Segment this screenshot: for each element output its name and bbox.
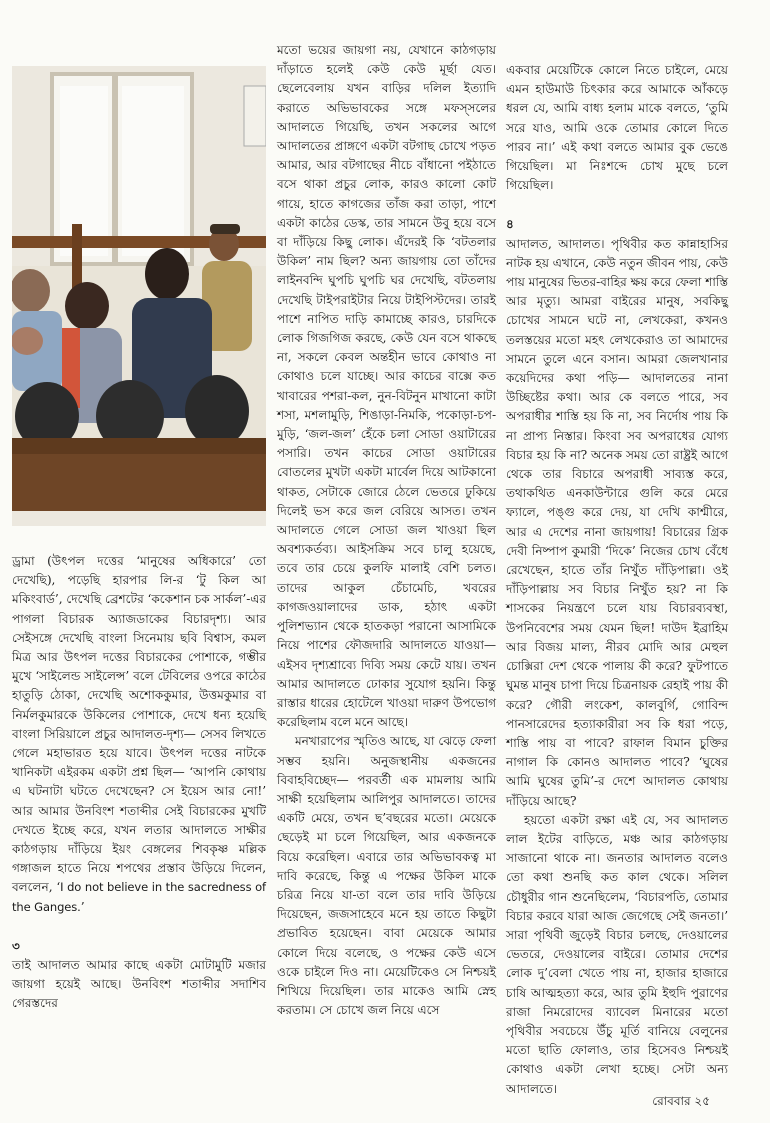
- paragraph: হয়তো একটা রক্ষা এই যে, সব আদালত লাল ইটের বাড়িতে, মঞ্চ আর কাঠগড়ায় সাজানো থাকে না। জনতার আদালত বলেও তো কথা শুনছি কত কাল থেকে। সলিল চৌধুরীর গান শুনেছিলেম, ‘বিচারপতি, তোমার বিচার করবে যারা আজ জেগেছে সেই জনতা।’ সারা পৃথিবী জুড়েই বিচার চলছে, দেওয়ালের ভেতরে, দেওয়ালের বাইরে। তোমার দেশের লোক দু’বেলা খেতে পায় না, হাজার হাজারে চাষি আত্মহত্যা করে, আর তুমি ইহুদি পুরাণের রাজা নিমরোদের ব্যাবেল মিনারের মতো পৃথিবীর সবচেয়ে উঁচু মূর্তি বানিয়ে বেলুনের মতো ছাতি ফোলাও, তার হিসেবও নিশ্চয়ই কোথাও একটা লেখা হচ্ছে। সেটা অন্য আদালতে।: [506, 812, 728, 1096]
- section-number: ৩: [12, 938, 20, 953]
- english-quote: I do not believe in the sacredness of the Ganges.: [12, 880, 266, 914]
- paragraph: তাই আদালত আমার কাছে একটা মোটামুটি মজার জায়গা হয়েই আছে। উনবিংশ শতাব্দীর সদাশিব গেরস্তদের: [12, 958, 266, 1011]
- courtroom-illustration: [12, 66, 266, 526]
- article-column-3: [506, 61, 728, 1099]
- courtroom-photo: [12, 66, 266, 526]
- article-column-1: [12, 552, 266, 1014]
- page-footer: রোববার ২৫: [652, 1094, 710, 1108]
- paragraph: ড্রামা (উৎপল দত্তের ‘মানুষের অধিকারে’ তো দেখেছি), পড়েছি হারপার লি-র ‘টু কিল আ মকিংবার্ড’, দেখেছি ব্রেশটের ‘ককেশান চক সার্কল’-এর পাগলা বিচারক অ্যাজডাকের বিচারদৃশ্য। আর সেইসঙ্গে দেখেছি বাংলা সিনেমায় ছবি বিশ্বাস, কমল মিত্র আর উৎপল দত্তের বিচারকের পোশাকে, গম্ভীর মুখে ‘সাইলেন্ড সাইলেন্স’ বলে টেবিলের ওপরে কাঠের হাতুড়ি ঠোকা, দেখেছি অশোককুমার, উত্তমকুমার বা নির্মলকুমারকে উকিলের পোশাকে, দেখে ধন্য হয়েছি বাংলা সিরিয়ালে প্রচুর আদালত-দৃশ্য— সেসব লিখতে গেলে মহাভারত হয়ে যাবে। উৎপল দত্তের নাটকে খানিকটা এইরকম একটা প্রশ্ন ছিল— ‘আপনি কোথায় এ ঘটনাটা ঘটতে দেখেছেন? সে ইয়েস আর নো!’ আর আমার উনবিংশ শতাব্দীর সেই বিচারকের মুখটি দেখতে ইচ্ছে করে, যখন লতার আদালতে সাক্ষীর কাঠগড়ায় দাঁড়িয়ে ইয়ং বেঙ্গলের শিবকৃষ্ণ মল্লিক গঙ্গাজল হাতে নিয়ে শপথের প্রস্তাব উড়িয়ে দিলেন, বললেন, ‘I do not believe in the sacredness of the Ganges.’: [12, 554, 266, 914]
- paragraph: মনখারাপের স্মৃতিও আছে, যা ঝেড়ে ফেলা সম্ভব হয়নি। অনুজস্থানীয় একজনের বিবাহবিচ্ছেদ— পরবর্তী এক মামলায় আমি সাক্ষী হয়েছিলাম আলিপুর আদালতে। তাদের একটি মেয়ে, তখন ছ’বছরের মতো। মেয়েকে ছেড়েই মা চলে গিয়েছিল, আর একজনকে বিয়ে করেছিল। এবারে তার অভিভাবকত্ব মা দাবি করেছে, কিন্তু এ পক্ষের উকিল মাকে চরিত্র নিয়ে যা-তা বলে তার দাবি উড়িয়ে দিয়েছেন, জজসাহেবে মনে হয় তাতে কিছুটা প্রভাবিত হয়েছেন। বাবা মেয়েকে আমার কোলে দিয়ে বলেছে, ও পক্ষের কেউ এসে ওকে চাইলে দিও না। মেয়েটিকেও সে নিশ্চয়ই শিখিয়ে দিয়েছিল। তার মাকেও আমি স্নেহ করতাম। সে চোখে জল নিয়ে এসে: [277, 734, 496, 1018]
- paragraph: মতো ভয়ের জায়গা নয়, যেখানে কাঠগড়ায় দাঁড়াতে হলেই কেউ কেউ মূর্ছা যেত। ছেলেবেলায় যখন বাড়ির দলিল ইত্যাদি করাতে অভিভাবকের সঙ্গে মফস্সলের আদালতে গিয়েছি, তখন সকলের আগে আদালতের প্রাঙ্গণে একটা বটগাছ চোখে পড়ত আমার, আর বটগাছের নীচে বাঁধানো পইঠাতে বসে থাকা প্রচুর লোক, কারও কালো কোট গায়ে, হাতে কাগজের তাঁজ করা তাড়া, পাশে একটা কাঠের ডেস্ক, তার সামনে উবু হয়ে বসে বা দাঁড়িয়ে কিছু লোক। এঁদেরই কি ‘বটতলার উকিল’ নাম ছিল? অন্য জায়গায় তো তাঁদের লাইনবন্দি ঘুপচি ঘুপচি ঘর দেখেছি, বটতলায় দেখেছি টাইপরাইটার নিয়ে টাইপিস্টদের। তারই পাশে নাপিত দাড়ি কামাচ্ছে কারও, চারদিকে লোক গিজগিজ করছে, কেউ যেন বসে থাকছে না, সকলে কেবল অন্তহীন ভাবে কোথাও না কোথাও চলে যাচ্ছে। আর কাচের বাক্সে কত খাবারের পশরা-কল, নুন-বিটনুন মাখানো কাটা শসা, মশলামুড়ি, শিঙাড়া-নিমকি, পকোড়া-চপ-মুড়ি, ‘জল-জল’ হেঁকে চলা সোডা ওয়াটারের পসারি। তখন কাচের সোডা ওয়াটারের বোতলের মুখটা একটা মার্বেল দিয়ে আটকানো থাকত, সেটাকে জোরে ঠেলে ভেতরে ঢুকিয়ে দিলেই ভস করে জল বেরিয়ে আসত। তখন আদালতে গেলে সোডা জল খাওয়া ছিল অবশ্যকর্তব্য। আইসক্রিম সবে চালু হয়েছে, তবে তার চেয়ে কুলফি মালাই বেশি চলত। তাদের আকুল চেঁচামেচি, খবরের কাগজওয়ালাদের ডাক, হঠাৎ একটা পুলিশভ্যান থেকে হাতকড়া পরানো আসামিকে নিয়ে পাশের ফৌজদারি আদালতে যাওয়া— এইসব দৃশ্যশ্রাব্যে দিব্যি সময় কেটে যায়। তখন আমার আদালতে ঢোকার সুযোগ হয়নি। কিন্তু রাস্তার ধারের হোটেলে খাওয়া দারুণ উপভোগ করেছিলাম বলে মনে আছে।: [277, 43, 496, 730]
- paragraph: আদালত, আদালত। পৃথিবীর কত কান্নাহাসির নাটক হয় এখানে, কেউ নতুন জীবন পায়, কেউ পায় মানুষের ভিতর-বাহির ক্ষয় করে ফেলা শাস্তি আর মৃত্যু। আমরা বাইরের মানুষ, সবকিছু চোখের সামনে ঘটে না, লেখকেরা, কখনও তলস্তয়ের মতো মহৎ লেখকেরাও তা আমাদের সামনে তুলে এনে বসান। আমরা জেলখানার কয়েদিদের কথা পড়ি— আদালতের নানা উচ্ছিষ্টের কথা। আর কে বলতে পারে, সব অপরাধীর শাস্তি হয় কি না, সব নির্দোষ পায় কি না প্রাপ্য নিস্তার। কিংবা সব অপরাধের যোগ্য বিচার হয় কি না? অনেক সময় তো রাষ্ট্রই আগে থেকে তার বিচারে অপরাধী সাব্যস্ত করে, তথাকথিত এনকাউন্টারে গুলি করে মেরে ফ্যালে, পঙ্গু করে দেয়, যা দেখি কাশ্মীরে, আর এ দেশের নানা জায়গায়! বিচারের গ্রিক দেবী নিষ্পাপ কুমারী ‘দিকে’ নিজের চোখ বেঁধে রেখেছেন, হাতে তাঁর নিখুঁত দাঁড়িপাল্লা। ওই দাঁড়িপাল্লায় সব বিচার নিখুঁত হয়? না কি শাসকের নিয়ন্ত্রণে চলে যায় বিচারব্যবস্থা, উপনিবেশের সময় যেমন ছিল! দাউদ ইব্রাহিম আর বিজয় মাল্য, নীরব মোদি আর মেহুল চোক্সিরা দেশ থেকে পালায় কী করে? ফুটপাতে ঘুমন্ত মানুষ চাপা দিয়ে চিত্রনায়ক রেহাই পায় কী করে? গৌরী লংকেশ, কালবুর্গি, গোবিন্দ পানসারেদের হত্যাকারীরা সব কি ধরা পড়ে, শাস্তি পায় বা পাবে? রাফাল বিমান চুক্তির নাগাল কি কোনও আদালত পাবে? ‘ঘুষের আমি ঘুষের তুমি’-র দেশে আদালত কোথায় দাঁড়িয়ে আছে?: [506, 236, 728, 808]
- section-number: ৪: [506, 217, 514, 232]
- paragraph: একবার মেয়েটিকে কোলে নিতে চাইলে, মেয়ে এমন হাউমাউ চিৎকার করে আমাকে আঁকড়ে ধরল যে, আমি বাধ্য হলাম মাকে বলতে, ‘তুমি সরে যাও, আমি ওকে তোমার কোলে দিতে পারব না।’ এই কথা বলতে আমার বুক ভেঙে গিয়েছিল। মা নিঃশব্দে চোখ মুছে চলে গিয়েছিল।: [506, 63, 728, 193]
- article-column-2: [277, 41, 496, 1020]
